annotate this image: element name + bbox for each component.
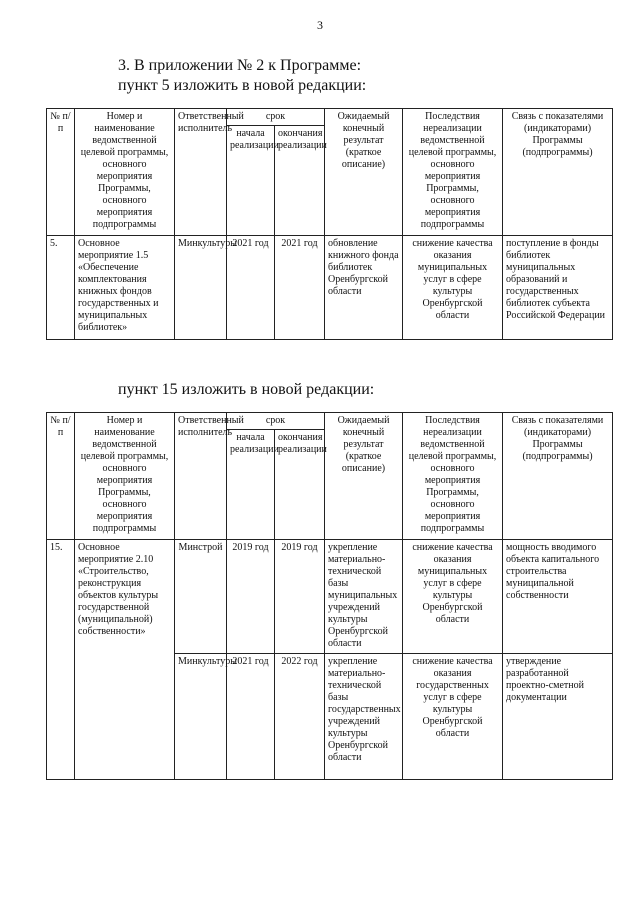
row-responsible: Минкультуры — [175, 236, 227, 340]
header-responsible: Ответственный исполнитель — [175, 109, 227, 236]
row-name: Основное мероприятие 1.5 «Обеспечение комплектования книжных фондов государственных и муниципальных библиотек» — [75, 236, 175, 340]
row-num: 15. — [47, 540, 75, 780]
section-heading: 3. В приложении № 2 к Программе: — [118, 57, 362, 74]
row-end: 2019 год — [275, 540, 325, 654]
table-item-5 — [46, 108, 613, 340]
header-consequences: Последствия нереализации ведомственной целевой программы, основного мероприятия Программы, основного мероприятия подпрограммы — [403, 413, 503, 540]
header-name: Номер и наименование ведомственной целевой программы, основного мероприятия Программы, основного мероприятия подпрограммы — [75, 413, 175, 540]
row-responsible: Минстрой — [175, 540, 227, 654]
header-link: Связь с показателями (индикаторами) Программы (подпрограммы) — [503, 109, 613, 236]
row-consequences: снижение качества оказания муниципальных услуг в сфере культуры Оренбургской области — [403, 540, 503, 654]
header-start: начала реализации — [227, 126, 275, 236]
row-start: 2021 год — [227, 654, 275, 780]
header-num: № п/п — [47, 413, 75, 540]
table-item-15 — [46, 412, 613, 780]
page-number: 3 — [317, 18, 323, 32]
item-15-heading: пункт 15 изложить в новой редакции: — [118, 381, 375, 398]
header-term: срок — [227, 413, 325, 430]
row-link: поступление в фонды библиотек муниципальных образований и государственных библиотек субъекта Российской Федерации — [503, 236, 613, 340]
header-consequences: Последствия нереализации ведомственной целевой программы, основного мероприятия Программы, основного мероприятия подпрограммы — [403, 109, 503, 236]
item-5-heading: пункт 5 изложить в новой редакции: — [118, 77, 367, 94]
header-end: окончания реализации — [275, 126, 325, 236]
header-result: Ожидаемый конечный результат (краткое описание) — [325, 413, 403, 540]
row-start: 2021 год — [227, 236, 275, 340]
row-num: 5. — [47, 236, 75, 340]
row-end: 2021 год — [275, 236, 325, 340]
row-result: укрепление материально-технической базы государственных учреждений культуры Оренбургской области — [325, 654, 403, 780]
table-row — [47, 540, 613, 654]
row-consequences: снижение качества оказания муниципальных услуг в сфере культуры Оренбургской области — [403, 236, 503, 340]
row-link: утверждение разработанной проектно-сметной документации — [503, 654, 613, 780]
row-result: обновление книжного фонда библиотек Оренбургской области — [325, 236, 403, 340]
row-link: мощность вводимого объекта капитального строительства муниципальной собственности — [503, 540, 613, 654]
row-end: 2022 год — [275, 654, 325, 780]
header-num: № п/п — [47, 109, 75, 236]
row-start: 2019 год — [227, 540, 275, 654]
row-consequences: снижение качества оказания государственных услуг в сфере культуры Оренбургской области — [403, 654, 503, 780]
table-row — [47, 236, 613, 340]
row-name: Основное мероприятие 2.10 «Строительство, реконструкция объектов культуры государственной (муниципальной) собственности» — [75, 540, 175, 780]
header-end: окончания реализации — [275, 430, 325, 540]
header-start: начала реализации — [227, 430, 275, 540]
header-responsible: Ответственный исполнитель — [175, 413, 227, 540]
row-result: укрепление материально-технической базы муниципальных учреждений культуры Оренбургской области — [325, 540, 403, 654]
header-link: Связь с показателями (индикаторами) Программы (подпрограммы) — [503, 413, 613, 540]
header-result: Ожидаемый конечный результат (краткое описание) — [325, 109, 403, 236]
row-responsible: Минкультуры — [175, 654, 227, 780]
header-term: срок — [227, 109, 325, 126]
header-name: Номер и наименование ведомственной целевой программы, основного мероприятия Программы, основного мероприятия подпрограммы — [75, 109, 175, 236]
